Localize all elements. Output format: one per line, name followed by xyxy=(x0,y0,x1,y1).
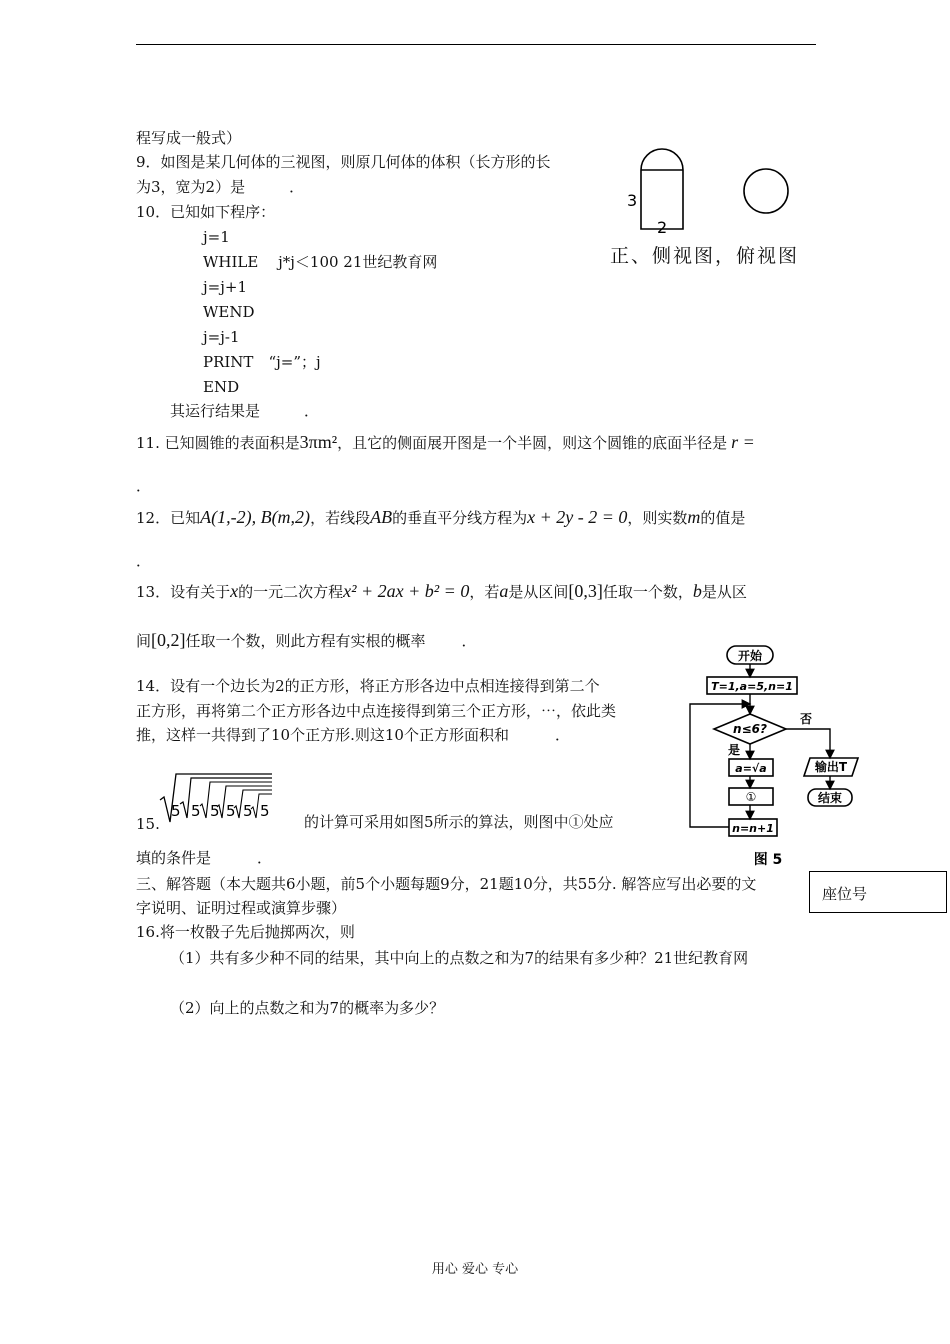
radicand: 5 xyxy=(226,802,236,820)
q12-equation: x + 2y - 2 = 0 xyxy=(527,507,628,527)
radicand: 5 xyxy=(260,802,270,820)
q13-interval-a: [0,3] xyxy=(568,581,603,601)
q15-number: 15. xyxy=(136,815,160,833)
q10-intro: 10．已知如下程序： xyxy=(136,203,276,221)
label-height: 3 xyxy=(627,191,638,210)
seat-number-label: 座位号 xyxy=(822,885,868,903)
q14-line1: 14．设有一个边长为2的正方形，将正方形各边中点相连接得到第二个 xyxy=(136,677,600,695)
q10-result: 其运行结果是 ． xyxy=(170,402,320,420)
flow-init-label: T=1,a=5,n=1 xyxy=(711,680,793,693)
radicand: 5 xyxy=(171,802,181,820)
q11-end: ． xyxy=(136,477,152,495)
page-footer: 用心 爱心 专心 xyxy=(431,1262,519,1277)
q11-var-r: r = xyxy=(731,432,755,452)
q13-interval-b: [0,2] xyxy=(151,630,186,650)
flow-blank-label: ① xyxy=(745,790,757,804)
nested-radical xyxy=(158,772,274,826)
q14-line3: 推，这样一共得到了10个正方形.则这10个正方形面积和 ． xyxy=(136,726,570,744)
flow-yes-label: 是 xyxy=(728,743,741,757)
figure-caption: 正、侧视图，俯视图 xyxy=(610,245,800,267)
flow-output-label: 输出T xyxy=(814,760,848,774)
section3-line2: 字说明、证明过程或演算步骤） xyxy=(136,899,347,917)
front-view-shape xyxy=(641,149,683,229)
header-rule xyxy=(136,44,816,45)
q15-line2: 填的条件是 ． xyxy=(136,849,273,867)
flowchart-figure xyxy=(684,640,870,872)
q12-var-m: m xyxy=(687,507,701,527)
code-line: PRINT “j=”；j xyxy=(203,353,321,371)
seat-number-box xyxy=(809,871,947,913)
q15-text: 的计算可采用如图5所示的算法，则图中①处应 xyxy=(304,813,614,831)
radicand: 5 xyxy=(191,802,201,820)
flow-increment-label: n=n+1 xyxy=(732,822,774,835)
q12-line: 12．已知A(1,-2), B(m,2)，若线段AB的垂直平分线方程为x + 2y - 2 = 0，则实数m的值是 xyxy=(136,507,746,527)
q11-formula: 3πm² xyxy=(299,432,338,452)
code-line: END xyxy=(203,378,240,396)
q14-line2: 正方形，再将第二个正方形各边中点连接得到第三个正方形，⋯，依此类 xyxy=(136,702,617,720)
code-line: j=j-1 xyxy=(203,328,240,346)
q16-intro: 16.将一枚骰子先后抛掷两次，则 xyxy=(136,923,355,941)
q9-line1: 9．如图是某几何体的三视图，则原几何体的体积（长方形的长 xyxy=(136,153,551,171)
q12-end: ． xyxy=(136,552,152,570)
flow-condition-label: n≤6? xyxy=(733,722,767,736)
code-line: WHILE j*j＜100 21世纪教育网 xyxy=(203,253,438,271)
q16-part2: （2）向上的点数之和为7的概率为多少？ xyxy=(170,999,445,1017)
code-line: WEND xyxy=(203,303,255,321)
continued-line: 程写成一般式） xyxy=(136,129,242,147)
q11-line: 11. 已知圆锥的表面积是3πm²，且它的侧面展开图是一个半圆，则这个圆锥的底面半径是 r = xyxy=(136,432,755,452)
label-width: 2 xyxy=(657,218,668,237)
flow-start-label: 开始 xyxy=(737,649,763,663)
flow-caption: 图 5 xyxy=(753,852,783,868)
flow-assign-label: a=√a xyxy=(735,762,767,775)
q12-segment: AB xyxy=(370,507,393,527)
q16-part1: （1）共有多少种不同的结果，其中向上的点数之和为7的结果有多少种？21世纪教育网 xyxy=(170,949,749,967)
flow-end-label: 结束 xyxy=(817,791,843,805)
section3-line1: 三、解答题（本大题共6小题，前5个小题每题9分，21题10分，共55分. 解答应写出必要的文 xyxy=(136,875,757,893)
q13-line2: 间[0,2]任取一个数，则此方程有实根的概率 ． xyxy=(136,630,477,650)
q13-equation: x² + 2ax + b² = 0 xyxy=(343,581,470,601)
code-line: j=1 xyxy=(203,228,230,246)
code-line: j=j+1 xyxy=(203,278,247,296)
q13-line1: 13．设有关于x的一元二次方程x² + 2ax + b² = 0，若a是从区间[0,3]任取一个数，b是从区 xyxy=(136,581,747,601)
top-view-circle xyxy=(744,169,788,213)
radicand: 5 xyxy=(210,802,220,820)
q12-points: A(1,-2), B(m,2) xyxy=(200,507,311,527)
radicand: 5 xyxy=(243,802,253,820)
q9-line2: 为3，宽为2）是 ． xyxy=(136,178,305,196)
flow-no-label: 否 xyxy=(800,712,813,726)
